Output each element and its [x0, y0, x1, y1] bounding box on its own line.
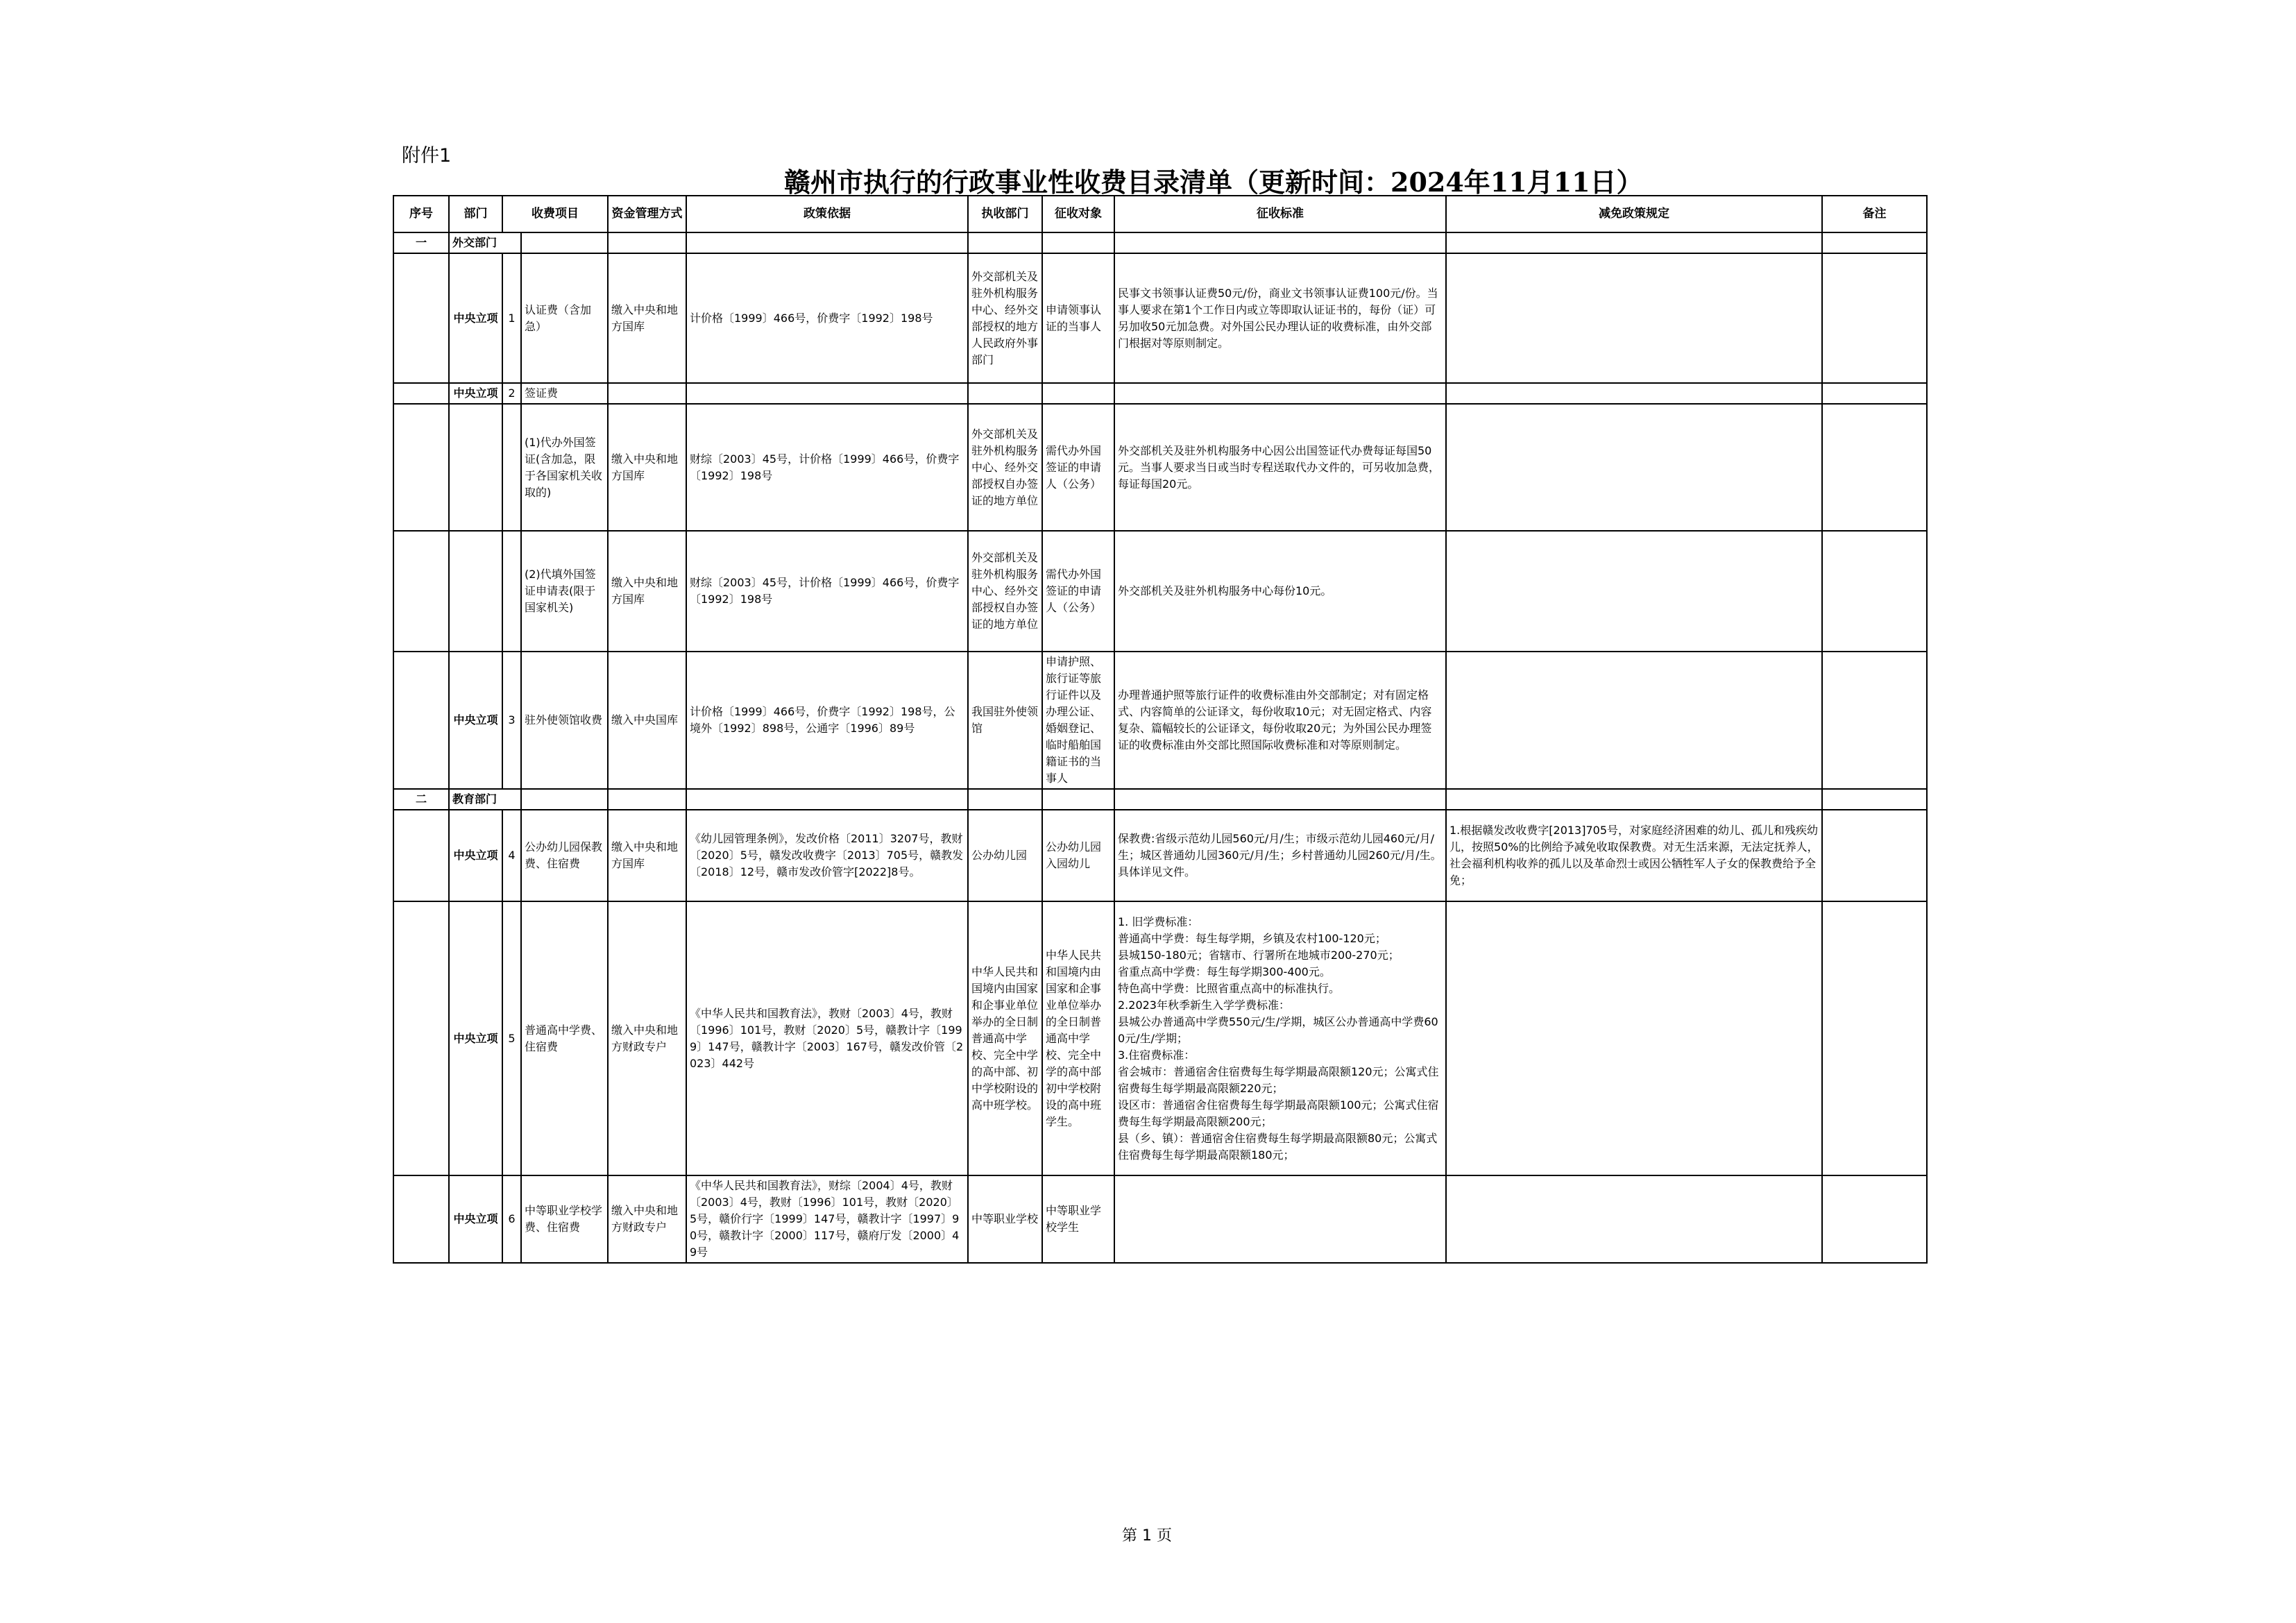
fund-cell: 缴入中央和地方财政专户	[608, 1175, 686, 1263]
collector-cell: 外交部机关及驻外机构服务中心、经外交部授权自办签证的地方单位	[968, 404, 1042, 531]
table-row	[393, 253, 1927, 383]
item-no-cell: 2	[502, 383, 521, 404]
basis-cell: 财综〔2003〕45号，计价格〔1999〕466号，价费字〔1992〕198号	[686, 404, 968, 531]
section-seq: 二	[393, 789, 449, 810]
header-target: 征收对象	[1042, 196, 1114, 232]
remarks-cell	[1822, 253, 1927, 383]
dept-cell	[449, 531, 502, 652]
collector-cell	[968, 383, 1042, 404]
target-cell	[1042, 383, 1114, 404]
header-seq: 序号	[393, 196, 449, 232]
standard-cell: 民事文书领事认证费50元/份，商业文书领事认证费100元/份。当事人要求在第1个工作日内或立等即取认证证书的，每份（证）可另加收50元加急费。对外国公民办理认证的收费标准，由外交部门根据对等原则制定。	[1114, 253, 1446, 383]
relief-cell: 1.根据赣发改收费字[2013]705号，对家庭经济困难的幼儿、孤儿和残疾幼儿，按照50%的比例给予减免收取保教费。对无生活来源，无法定抚养人，社会福利机构收养的孤儿以及革命烈士或因公牺牲军人子女的保教费给予全免；	[1446, 810, 1822, 901]
item-no-cell: 6	[502, 1175, 521, 1263]
page-number: 第 1 页	[1122, 1527, 1172, 1545]
standard-line: 普通高中学费：每生每学期，乡镇及农村100-120元；	[1118, 931, 1386, 945]
header-relief: 减免政策规定	[1446, 196, 1822, 232]
target-cell: 申请领事认证的当事人	[1042, 253, 1114, 383]
collector-cell: 外交部机关及驻外机构服务中心、经外交部授权的地方人民政府外事部门	[968, 253, 1042, 383]
remarks-cell	[1822, 404, 1927, 531]
relief-cell	[1446, 652, 1822, 789]
table-row	[393, 901, 1927, 1175]
relief-cell	[1446, 383, 1822, 404]
dept-cell: 中央立项	[449, 253, 502, 383]
remarks-cell	[1822, 901, 1927, 1175]
standard-cell: 保教费:省级示范幼儿园560元/月/生；市级示范幼儿园460元/月/生；城区普通幼儿园360元/月/生；乡村普通幼儿园260元/月/生。具体详见文件。	[1114, 810, 1446, 901]
table-row	[393, 1175, 1927, 1263]
table-row	[393, 383, 1927, 404]
table-row	[393, 531, 1927, 652]
collector-cell: 公办幼儿园	[968, 810, 1042, 901]
collector-cell: 我国驻外使领馆	[968, 652, 1042, 789]
relief-cell	[1446, 404, 1822, 531]
fund-cell: 缴入中央国库	[608, 652, 686, 789]
item-cell: 公办幼儿园保教费、住宿费	[521, 810, 608, 901]
item-no-cell: 3	[502, 652, 521, 789]
item-no-cell: 4	[502, 810, 521, 901]
table-row	[393, 652, 1927, 789]
basis-cell: 计价格〔1999〕466号，价费字〔1992〕198号	[686, 253, 968, 383]
standard-cell: 外交部机关及驻外机构服务中心每份10元。	[1114, 531, 1446, 652]
basis-cell: 计价格〔1999〕466号，价费字〔1992〕198号，公境外〔1992〕898号，公通字〔1996〕89号	[686, 652, 968, 789]
fund-cell: 缴入中央和地方财政专户	[608, 901, 686, 1175]
header-row	[393, 196, 1927, 232]
header-remarks: 备注	[1822, 196, 1927, 232]
standard-cell: 外交部机关及驻外机构服务中心因公出国签证代办费每证每国50元。当事人要求当日或当时专程送取代办文件的，可另收加急费，每证每国20元。	[1114, 404, 1446, 531]
standard-line: 县城150-180元；省辖市、行署所在地城市200-270元；	[1118, 948, 1400, 962]
standard-cell: 办理普通护照等旅行证件的收费标准由外交部制定；对有固定格式、内容简单的公证译文，每份收取10元；对无固定格式、内容复杂、篇幅较长的公证译文，每份收取20元；为外国公民办理签证的收费标准由外交部比照国际收费标准和对等原则制定。	[1114, 652, 1446, 789]
basis-cell	[686, 383, 968, 404]
relief-cell	[1446, 253, 1822, 383]
section-seq: 一	[393, 232, 449, 253]
remarks-cell	[1822, 810, 1927, 901]
header-item: 收费项目	[502, 196, 608, 232]
target-cell: 中华人民共和国境内由国家和企事业单位举办的全日制普通高中学校、完全中学的高中部初中学校附设的高中班学生。	[1042, 901, 1114, 1175]
item-no-cell: 1	[502, 253, 521, 383]
header-standard: 征收标准	[1114, 196, 1446, 232]
relief-cell	[1446, 531, 1822, 652]
dept-cell: 中央立项	[449, 1175, 502, 1263]
standard-line: 2.2023年秋季新生入学学费标准：	[1118, 998, 1290, 1012]
dept-cell: 中央立项	[449, 652, 502, 789]
target-cell: 中等职业学校学生	[1042, 1175, 1114, 1263]
header-collector: 执收部门	[968, 196, 1042, 232]
section-row	[393, 232, 1927, 253]
item-no-cell	[502, 531, 521, 652]
standard-line: 省重点高中学费：每生每学期300-400元。	[1118, 965, 1331, 978]
standard-line: 县（乡、镇）：普通宿舍住宿费每生每学期最高限额80元；公寓式住宿费每生每学期最高限额180元；	[1118, 1131, 1438, 1162]
basis-cell: 《幼儿园管理条例》，发改价格〔2011〕3207号，教财〔2020〕5号，赣发改收费字〔2013〕705号，赣教发〔2018〕12号，赣市发改价管字[2022]8号。	[686, 810, 968, 901]
basis-cell: 《中华人民共和国教育法》，教财〔2003〕4号，教财〔1996〕101号，教财〔2020〕5号，赣教计字〔1999〕147号，赣教计字〔2003〕167号，赣发改价管〔2023〕442号	[686, 901, 968, 1175]
section-row	[393, 789, 1927, 810]
standard-line: 特色高中学费：比照省重点高中的标准执行。	[1118, 981, 1341, 995]
relief-cell	[1446, 1175, 1822, 1263]
standard-line: 3.住宿费标准：	[1118, 1048, 1196, 1062]
fund-cell: 缴入中央和地方国库	[608, 253, 686, 383]
collector-cell: 中华人民共和国境内由国家和企事业单位举办的全日制普通高中学校、完全中学的高中部、初中学校附设的高中班学校。	[968, 901, 1042, 1175]
standard-line: 县城公办普通高中学费550元/生/学期，城区公办普通高中学费600元/生/学期；	[1118, 1014, 1438, 1045]
fund-cell: 缴入中央和地方国库	[608, 404, 686, 531]
item-cell: (1)代办外国签证(含加急，限于各国家机关收取的)	[521, 404, 608, 531]
standard-line: 1. 旧学费标准：	[1118, 915, 1199, 928]
header-dept: 部门	[449, 196, 502, 232]
item-cell: 驻外使领馆收费	[521, 652, 608, 789]
fee-catalog-table	[393, 195, 1928, 1264]
dept-cell	[449, 404, 502, 531]
dept-cell: 中央立项	[449, 901, 502, 1175]
section-name: 外交部门	[449, 232, 521, 253]
item-no-cell: 5	[502, 901, 521, 1175]
standard-cell	[1114, 901, 1446, 1175]
standard-cell	[1114, 1175, 1446, 1263]
table-row	[393, 810, 1927, 901]
document-title: 赣州市执行的行政事业性收费目录清单（更新时间：2024年11月11日）	[784, 167, 1643, 198]
standard-line: 设区市：普通宿舍住宿费每生每学期最高限额100元；公寓式住宿费每生每学期最高限额200元；	[1118, 1098, 1439, 1128]
target-cell: 申请护照、旅行证等旅行证件以及办理公证、婚姻登记、临时船舶国籍证书的当事人	[1042, 652, 1114, 789]
remarks-cell	[1822, 652, 1927, 789]
item-no-cell	[502, 404, 521, 531]
relief-cell	[1446, 901, 1822, 1175]
header-basis: 政策依据	[686, 196, 968, 232]
fund-cell: 缴入中央和地方国库	[608, 810, 686, 901]
fund-cell: 缴入中央和地方国库	[608, 531, 686, 652]
header-fund: 资金管理方式	[608, 196, 686, 232]
target-cell: 需代办外国签证的申请人（公务）	[1042, 404, 1114, 531]
section-name: 教育部门	[449, 789, 521, 810]
remarks-cell	[1822, 383, 1927, 404]
fund-cell	[608, 383, 686, 404]
item-cell: 中等职业学校学费、住宿费	[521, 1175, 608, 1263]
target-cell: 需代办外国签证的申请人（公务）	[1042, 531, 1114, 652]
dept-cell: 中央立项	[449, 810, 502, 901]
table-row	[393, 404, 1927, 531]
remarks-cell	[1822, 1175, 1927, 1263]
item-cell: 签证费	[521, 383, 608, 404]
target-cell: 公办幼儿园入园幼儿	[1042, 810, 1114, 901]
standard-cell	[1114, 383, 1446, 404]
standard-line: 省会城市：普通宿舍住宿费每生每学期最高限额120元；公寓式住宿费每生每学期最高限额220元；	[1118, 1064, 1439, 1095]
collector-cell: 中等职业学校	[968, 1175, 1042, 1263]
item-cell: (2)代填外国签证申请表(限于国家机关)	[521, 531, 608, 652]
item-cell: 普通高中学费、住宿费	[521, 901, 608, 1175]
item-cell: 认证费（含加急）	[521, 253, 608, 383]
collector-cell: 外交部机关及驻外机构服务中心、经外交部授权自办签证的地方单位	[968, 531, 1042, 652]
basis-cell: 《中华人民共和国教育法》，财综〔2004〕4号，教财〔2003〕4号，教财〔1996〕101号，教财〔2020〕5号，赣价行字〔1999〕147号，赣教计字〔1997〕90号，赣教计字〔2000〕117号，赣府厅发〔2000〕49号	[686, 1175, 968, 1263]
dept-cell: 中央立项	[449, 383, 502, 404]
basis-cell: 财综〔2003〕45号，计价格〔1999〕466号，价费字〔1992〕198号	[686, 531, 968, 652]
remarks-cell	[1822, 531, 1927, 652]
attachment-label: 附件1	[402, 145, 452, 167]
